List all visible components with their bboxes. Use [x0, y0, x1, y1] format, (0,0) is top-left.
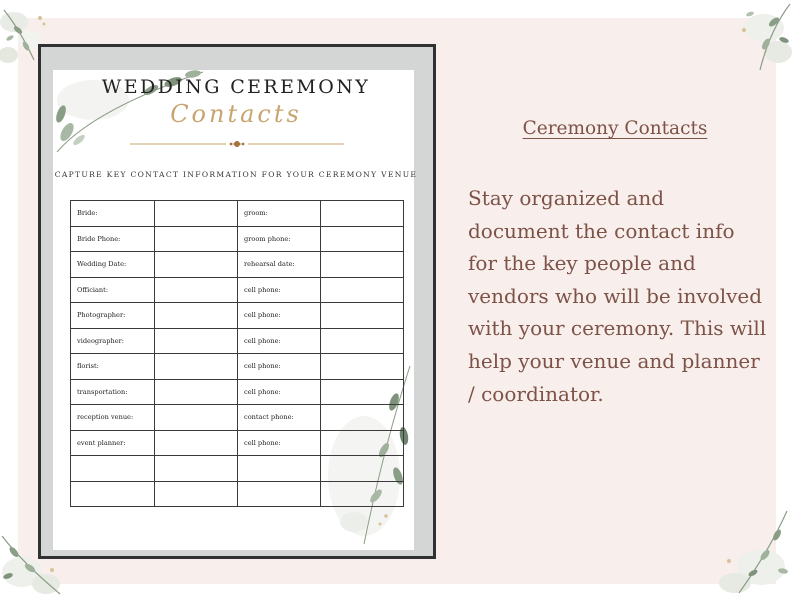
left-label-cell: event planner: — [71, 430, 155, 456]
left-value-cell — [155, 252, 238, 278]
right-value-cell — [321, 328, 404, 354]
table-row — [71, 456, 404, 482]
right-value-cell — [321, 252, 404, 278]
right-value-cell — [321, 481, 404, 507]
left-value-cell — [155, 456, 238, 482]
right-value-cell — [321, 456, 404, 482]
left-value-cell — [155, 405, 238, 431]
left-value-cell — [155, 201, 238, 227]
table-row — [71, 252, 404, 278]
left-label-cell — [71, 456, 155, 482]
sheet-script-title: Contacts — [170, 100, 302, 128]
table-row — [71, 201, 404, 227]
table-row — [71, 226, 404, 252]
right-value-cell — [321, 303, 404, 329]
right-label-cell: rehearsal date: — [238, 252, 321, 278]
right-label-cell: groom phone: — [238, 226, 321, 252]
sheet-title: WEDDING CEREMONY — [101, 76, 371, 98]
right-label-cell: cell phone: — [238, 277, 321, 303]
right-label-cell: cell phone: — [238, 303, 321, 329]
right-value-cell — [321, 379, 404, 405]
right-label-cell: cell phone: — [238, 354, 321, 380]
left-label-cell: Officiant: — [71, 277, 155, 303]
left-value-cell — [155, 379, 238, 405]
left-label-cell: reception venue: — [71, 405, 155, 431]
table-row — [71, 379, 404, 405]
right-value-cell — [321, 405, 404, 431]
table-row — [71, 405, 404, 431]
left-value-cell — [155, 277, 238, 303]
table-row — [71, 430, 404, 456]
description-heading: Ceremony Contacts — [522, 118, 708, 139]
left-label-cell: florist: — [71, 354, 155, 380]
right-label-cell: cell phone: — [238, 430, 321, 456]
left-value-cell — [155, 226, 238, 252]
left-label-cell: transportation: — [71, 379, 155, 405]
left-value-cell — [155, 328, 238, 354]
left-value-cell — [155, 430, 238, 456]
sheet-subtitle: CAPTURE KEY CONTACT INFORMATION FOR YOUR CEREMONY VENUE — [54, 170, 418, 179]
right-label-cell: cell phone: — [238, 328, 321, 354]
left-label-cell: Photographer: — [71, 303, 155, 329]
left-value-cell — [155, 481, 238, 507]
left-label-cell: videographer: — [71, 328, 155, 354]
left-label-cell — [71, 481, 155, 507]
left-value-cell — [155, 354, 238, 380]
left-label-cell: Wedding Date: — [71, 252, 155, 278]
right-value-cell — [321, 201, 404, 227]
description-body: Stay organized and document the contact info for the key people and vendors who will be involved with your ceremony. This will help your venue and planner / coordinator. — [468, 186, 767, 406]
right-value-cell — [321, 354, 404, 380]
right-value-cell — [321, 277, 404, 303]
table-row — [71, 277, 404, 303]
right-label-cell: contact phone: — [238, 405, 321, 431]
right-label-cell — [238, 481, 321, 507]
table-row — [71, 328, 404, 354]
gold-divider-ornament-icon — [130, 141, 344, 147]
right-value-cell — [321, 226, 404, 252]
floral-corner-icon — [699, 501, 794, 596]
table-row — [71, 303, 404, 329]
contacts-table — [70, 200, 404, 507]
left-label-cell: Bride Phone: — [71, 226, 155, 252]
right-label-cell: cell phone: — [238, 379, 321, 405]
left-label-cell: Bride: — [71, 201, 155, 227]
floral-corner-icon — [704, 0, 794, 85]
left-value-cell — [155, 303, 238, 329]
right-label-cell — [238, 456, 321, 482]
right-value-cell — [321, 430, 404, 456]
right-label-cell: groom: — [238, 201, 321, 227]
table-row — [71, 354, 404, 380]
table-row — [71, 481, 404, 507]
